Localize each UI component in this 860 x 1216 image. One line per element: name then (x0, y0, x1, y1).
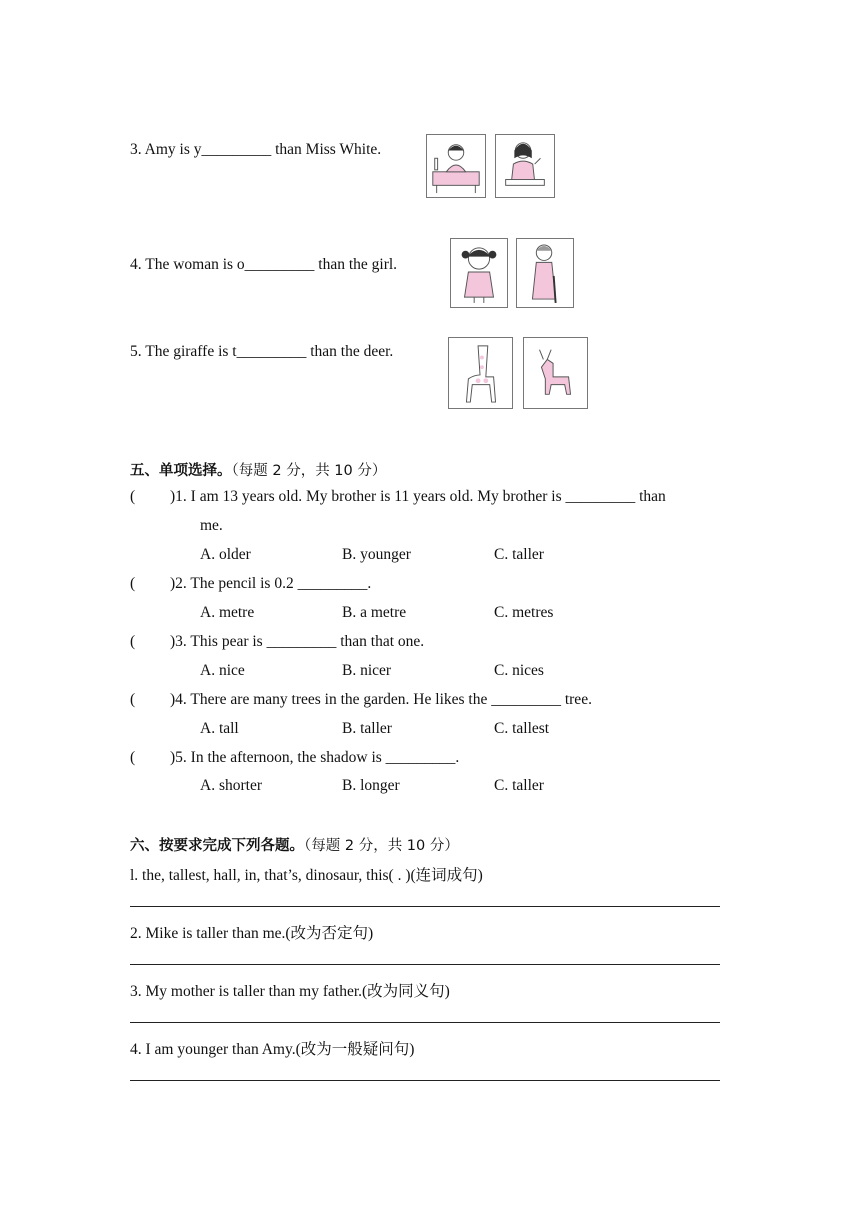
section-5-heading (130, 459, 386, 480)
question-3-text: 3. Amy is y_________ than Miss White. (130, 141, 382, 158)
task-3-answer-line[interactable] (130, 1022, 720, 1023)
choice-3-answer-slot[interactable] (170, 633, 424, 651)
section-5-title: 五、单项选择。 (130, 463, 232, 479)
task-4-answer-line[interactable] (130, 1080, 720, 1081)
task-2-answer-line[interactable] (130, 964, 720, 965)
choice-5-close-paren: ) (170, 749, 176, 766)
choice-3-option-a: A. nice (200, 662, 245, 679)
choice-5-paren: ( (130, 749, 136, 766)
section-6-heading (130, 834, 459, 855)
choice-1-option-c: C. taller (494, 546, 544, 563)
choice-3-paren: ( (130, 633, 136, 650)
section-6-score-note: （每题 2 分，共 10 分） (304, 838, 459, 854)
section-5-score-note: （每题 2 分，共 10 分） (231, 463, 387, 479)
choice-1-stem: 1. I am 13 years old. My brother is 11 years old. My brother is _________ than (175, 488, 666, 505)
question-5-text: 5. The giraffe is t_________ than the deer. (130, 343, 394, 360)
choice-4-stem: 4. There are many trees in the garden. He likes the _________ tree. (175, 691, 592, 708)
choice-5-option-c: C. taller (494, 777, 544, 794)
giraffe-picture (448, 337, 513, 409)
choice-2-paren: ( (130, 575, 136, 592)
girl-at-desk-picture (426, 134, 486, 198)
choice-3-option-c: C. nices (494, 662, 544, 679)
choice-2-option-a: A. metre (200, 604, 255, 621)
girl-picture (450, 238, 508, 308)
choice-3-option-b: B. nicer (342, 662, 392, 679)
choice-2-answer-slot[interactable] (170, 575, 371, 593)
choice-1-answer-slot[interactable] (170, 488, 666, 506)
task-1-prompt: l. the, tallest, hall, in, that’s, dinosaur, this( . )(连词成句) (130, 867, 483, 884)
choice-2-close-paren: ) (170, 575, 176, 592)
choice-5-option-a: A. shorter (200, 777, 262, 794)
choice-4-option-b: B. taller (342, 720, 392, 737)
question-4-text: 4. The woman is o_________ than the girl. (130, 256, 398, 273)
deer-picture (523, 337, 588, 409)
choice-1-close-paren: ) (170, 488, 176, 505)
old-woman-with-cane-picture (516, 238, 574, 308)
task-1-answer-line[interactable] (130, 906, 720, 907)
choice-5-answer-slot[interactable] (170, 749, 459, 767)
choice-2-option-b: B. a metre (342, 604, 407, 621)
choice-5-option-b: B. longer (342, 777, 400, 794)
choice-2-option-c: C. metres (494, 604, 554, 621)
choice-1-option-a: A. older (200, 546, 251, 563)
choice-4-answer-slot[interactable] (170, 691, 592, 709)
choice-4-option-a: A. tall (200, 720, 239, 737)
choice-1-paren: ( (130, 488, 136, 505)
choice-5-stem: 5. In the afternoon, the shadow is _________. (175, 749, 460, 766)
task-4-prompt: 4. I am younger than Amy.(改为一般疑问句) (130, 1041, 415, 1058)
choice-3-stem: 3. This pear is _________ than that one. (175, 633, 425, 650)
choice-4-paren: ( (130, 691, 136, 708)
choice-3-close-paren: ) (170, 633, 176, 650)
choice-2-stem: 2. The pencil is 0.2 _________. (175, 575, 372, 592)
choice-1-stem-continued: me. (200, 517, 223, 534)
section-6-title: 六、按要求完成下列各题。 (130, 838, 304, 854)
choice-4-close-paren: ) (170, 691, 176, 708)
task-3-prompt: 3. My mother is taller than my father.(改为同义句) (130, 983, 450, 1000)
choice-4-option-c: C. tallest (494, 720, 550, 737)
task-2-prompt: 2. Mike is taller than me.(改为否定句) (130, 925, 374, 942)
choice-1-option-b: B. younger (342, 546, 411, 563)
woman-at-desk-picture (495, 134, 555, 198)
